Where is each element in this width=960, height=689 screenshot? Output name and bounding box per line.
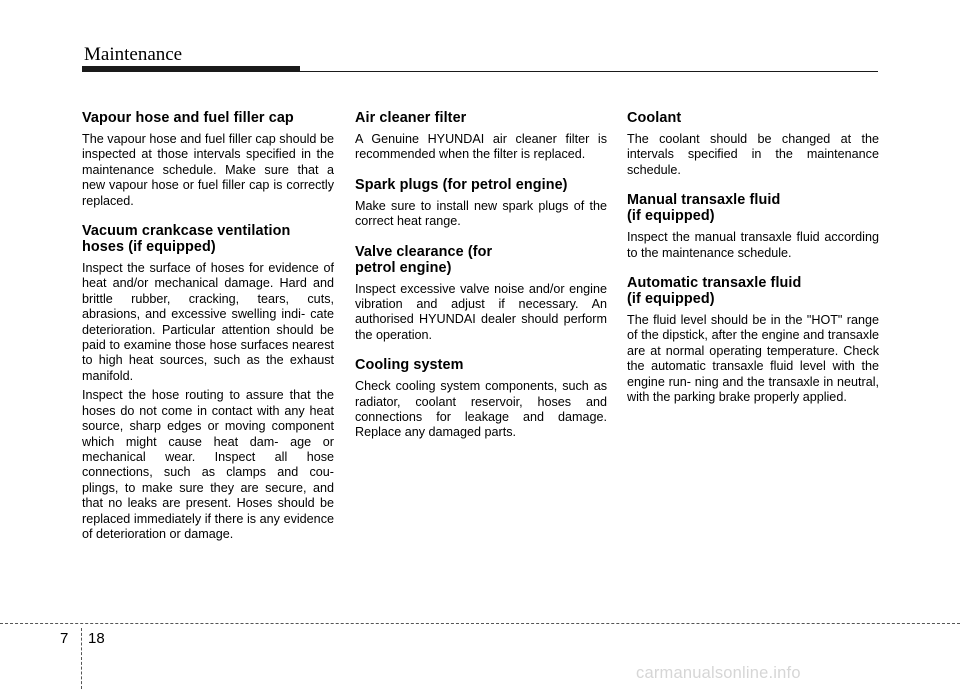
page-header-title: Maintenance [84, 44, 183, 65]
section-paragraph: Check cooling system components, such as radiator, coolant reservoir, hoses and connections for leakage and damage. Replace any damaged parts. [355, 379, 607, 440]
section-heading: Vapour hose and fuel filler cap [82, 110, 294, 126]
section-heading: Automatic transaxle fluid (if equipped) [627, 275, 802, 308]
section-paragraph: Make sure to install new spark plugs of the correct heat range. [355, 198, 607, 229]
section-heading: Air cleaner filter [355, 110, 467, 126]
section-paragraph: Inspect the hose routing to assure that the hoses do not come in contact with any heat source, sharp edges or moving component which might cause heat dam- age or mechanical wear. Inspect all hose connections, such as clamps and cou- plings, to make sure they are secure, and that no leaks are present. Hoses should be replaced immediately if there is any evidence of deterioration or damage. [82, 388, 334, 541]
footer-divider [0, 623, 960, 624]
section-paragraph: The coolant should be changed at the intervals specified in the maintenance schedule. [627, 132, 879, 177]
section-cooling-system [355, 357, 607, 441]
section-valve-clearance [355, 244, 607, 344]
section-vacuum-crankcase [82, 223, 334, 542]
section-heading: Cooling system [355, 357, 464, 374]
footer-vertical-divider [81, 628, 82, 689]
section-paragraph: Inspect excessive valve noise and/or engine vibration and adjust if necessary. An authorised HYUNDAI dealer should perform the operation. [355, 281, 607, 342]
section-air-cleaner [355, 110, 607, 163]
section-coolant [627, 110, 879, 178]
section-heading: Manual transaxle fluid (if equipped) [627, 192, 781, 225]
section-heading: Valve clearance (for petrol engine) [355, 243, 493, 276]
section-paragraph: A Genuine HYUNDAI air cleaner filter is recommended when the filter is replaced. [355, 132, 607, 162]
section-manual-transaxle [627, 192, 879, 261]
section-heading: Vacuum crankcase ventilation hoses (if equipped) [82, 223, 291, 256]
header-rule-thin [300, 71, 878, 72]
chapter-number: 7 [60, 630, 69, 647]
section-paragraph: The vapour hose and fuel filler cap should be inspected at those intervals specified in the maintenance schedule. Make sure that a new vapour hose or fuel filler cap is correctly replaced. [82, 132, 334, 208]
section-heading: Spark plugs (for petrol engine) [355, 176, 568, 193]
section-heading: Coolant [627, 110, 682, 126]
column-3 [627, 110, 879, 419]
page-number: 18 [88, 630, 105, 647]
section-paragraph: Inspect the manual transaxle fluid according to the maintenance schedule. [627, 230, 879, 260]
section-paragraph: Inspect the surface of hoses for evidence of heat and/or mechanical damage. Hard and brittle rubber, cracking, tears, cuts, abrasions, and excessive swelling indi- cate deterioration. Particular attention should be paid to examine those hose surfaces nearest to high heat sources, such as the exhaust manifold. [82, 261, 334, 383]
section-automatic-transaxle [627, 275, 879, 405]
header-rule-thick [82, 66, 300, 72]
section-paragraph: The fluid level should be in the "HOT" range of the dipstick, after the engine and transaxle are at normal operating temperature. Check the automatic transaxle fluid level with the engine run- ning and the transaxle in neutral, with the parking brake properly applied. [627, 313, 879, 405]
section-spark-plugs [355, 177, 607, 230]
column-2 [355, 110, 607, 455]
watermark: carmanualsonline.info [636, 664, 801, 682]
section-vapour-hose [82, 110, 334, 209]
column-1 [82, 110, 334, 556]
